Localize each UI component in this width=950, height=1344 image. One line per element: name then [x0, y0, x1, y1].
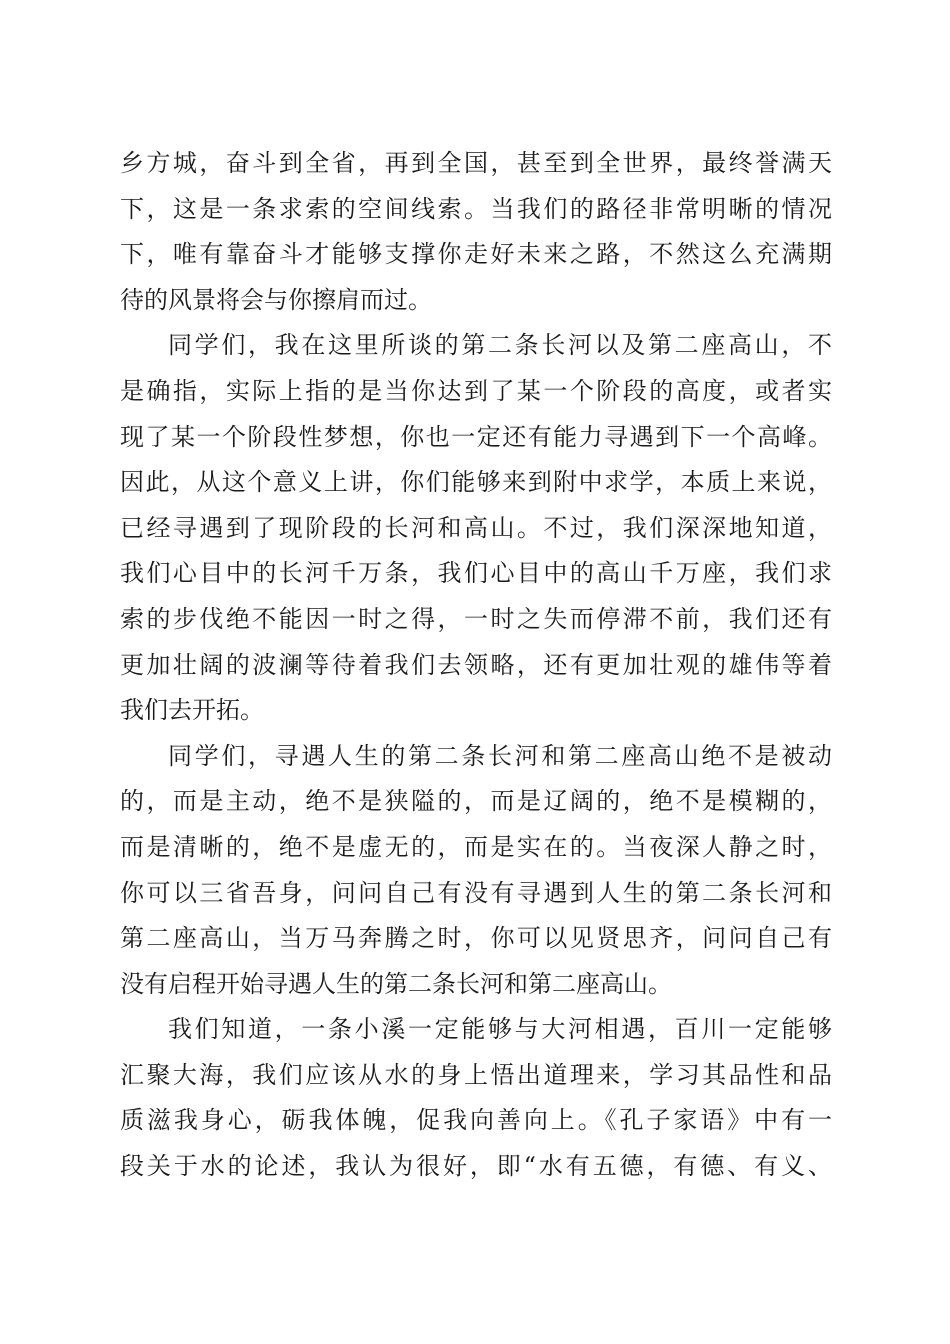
paragraph-2 — [120, 323, 832, 733]
text-line: 待的风景将会与你擦肩而过。 — [120, 285, 432, 314]
text-line: 更加壮阔的波澜等待着我们去领略，还有更加壮观的雄伟等着 — [120, 650, 832, 679]
paragraph-3 — [120, 734, 832, 1008]
text-line: 段关于水的论述，我认为很好，即“水有五德，有德、有义、 — [120, 1152, 832, 1181]
text-line: 同学们，我在这里所谈的第二条长河以及第二座高山，不 — [168, 331, 832, 360]
text-line: 现了某一个阶段性梦想，你也一定还有能力寻遇到下一个高峰。 — [120, 422, 832, 451]
paragraph-1 — [120, 141, 832, 323]
text-line: 汇聚大海，我们应该从水的身上悟出道理来，学习其品性和品 — [120, 1060, 832, 1089]
text-line: 因此，从这个意义上讲，你们能够来到附中求学，本质上来说， — [120, 468, 832, 497]
text-line: 乡方城，奋斗到全省，再到全国，甚至到全世界，最终誉满天 — [120, 149, 832, 177]
text-line: 我们心目中的长河千万条，我们心目中的高山千万座，我们求 — [120, 559, 832, 588]
paragraph-4 — [120, 1007, 832, 1189]
text-line: 第二座高山，当万马奔腾之时，你可以见贤思齐，问问自己有 — [120, 924, 832, 953]
text-line: 而是清晰的，绝不是虚无的，而是实在的。当夜深人静之时， — [120, 832, 832, 861]
text-line: 是确指，实际上指的是当你达到了某一个阶段的高度，或者实 — [120, 376, 832, 405]
text-line: 的，而是主动，绝不是狭隘的，而是辽阔的，绝不是模糊的， — [120, 787, 832, 816]
text-line: 同学们，寻遇人生的第二条长河和第二座高山绝不是被动 — [168, 741, 832, 770]
text-line: 索的步伐绝不能因一时之得，一时之失而停滞不前，我们还有 — [120, 604, 832, 633]
text-line: 没有启程开始寻遇人生的第二条长河和第二座高山。 — [120, 969, 672, 998]
body-text — [120, 141, 832, 1190]
text-line: 我们知道，一条小溪一定能够与大河相遇，百川一定能够 — [168, 1015, 832, 1044]
text-line: 你可以三省吾身，问问自己有没有寻遇到人生的第二条长河和 — [120, 878, 832, 907]
text-line: 我们去开拓。 — [120, 696, 264, 725]
text-line: 下，唯有靠奋斗才能够支撑你走好未来之路，不然这么充满期 — [120, 240, 832, 269]
text-line: 质滋我身心，砺我体魄，促我向善向上。《孔子家语》中有一 — [120, 1106, 832, 1135]
text-line: 已经寻遇到了现阶段的长河和高山。不过，我们深深地知道， — [120, 513, 832, 542]
text-line: 下，这是一条求索的空间线索。当我们的路径非常明晰的情况 — [120, 194, 832, 223]
